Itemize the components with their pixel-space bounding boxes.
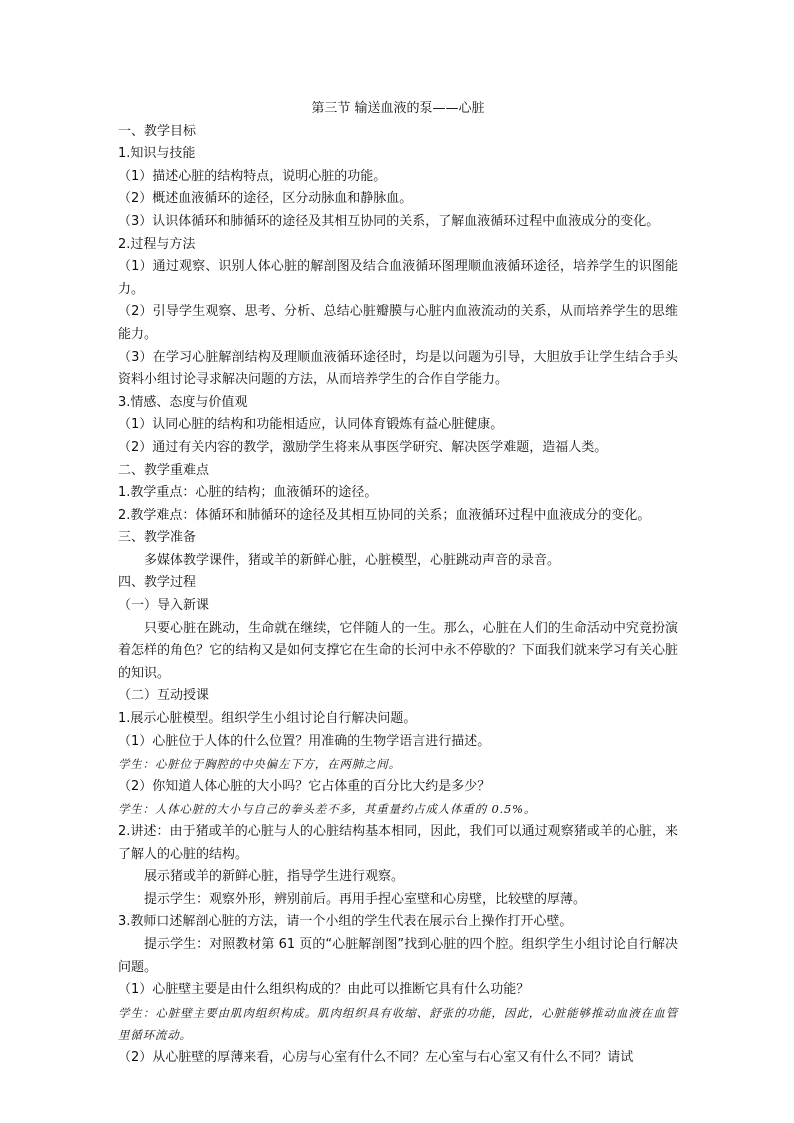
text-line: （1）描述心脏的结构特点，说明心脏的功能。 (118, 168, 387, 184)
text-line: 只要心脏在跳动，生命就在继续，它伴随人的一生。那么，心脏在人们的生命活动中究竟扮演着怎样的角色？它的结构又是如何支撑它在生命的长河中永不停歇的？下面我们就来学习有关心脏的知识。 (118, 620, 678, 681)
text-line: （二）互动授课 (118, 688, 210, 704)
text-line: 2.讲述：由于猪或羊的心脏与人的心脏结构基本相同，因此，我们可以通过观察猪或羊的心脏，来了解人的心脏的结构。 (118, 824, 678, 862)
student-answer-line: 学生：人体心脏的大小与自己的拳头差不多，其重量约占成人体重的 0.5%。 (118, 802, 537, 817)
text-line: 多媒体教学课件，猪或羊的新鲜心脏，心脏模型，心脏跳动声音的录音。 (144, 552, 561, 568)
text-line: （1）心脏壁主要是由什么组织构成的？由此可以推断它具有什么功能？ (118, 982, 530, 998)
text-line: （2）概述血液循环的途径，区分动脉血和静脉血。 (118, 191, 413, 207)
student-answer-line: 学生：心脏位于胸腔的中央偏左下方，在两肺之间。 (118, 757, 401, 772)
text-line: （2）引导学生观察、思考、分析、总结心脏瓣膜与心脏内血液流动的关系，从而培养学生的思维能力。 (118, 304, 678, 342)
document-page (118, 98, 678, 1070)
text-line: （3）认识体循环和肺循环的途径及其相互协同的关系，了解血液循环过程中血液成分的变化。 (118, 213, 660, 229)
text-line: （1）心脏位于人体的什么位置？用准确的生物学语言进行描述。 (118, 733, 491, 749)
document-title: 第三节 输送血液的泵——心脏 (311, 101, 485, 116)
text-line: 提示学生：对照教材第 61 页的“心脏解剖图”找到心脏的四个腔。组织学生小组讨论自行解决问题。 (118, 936, 678, 975)
text-line: 二、教学重难点 (118, 462, 210, 478)
text-line: 四、教学过程 (118, 575, 197, 591)
text-line: 一、教学目标 (118, 123, 197, 139)
text-line: 2.教学难点：体循环和肺循环的途径及其相互协同的关系；血液循环过程中血液成分的变化。 (118, 507, 651, 523)
text-line: 3.情感、态度与价值观 (118, 394, 248, 410)
text-line: （2）通过有关内容的教学，激励学生将来从事医学研究、解决医学难题，造福人类。 (118, 439, 608, 455)
text-line: （一）导入新课 (118, 598, 210, 614)
text-line: 1.教学重点：心脏的结构；血液循环的途径。 (118, 485, 378, 501)
text-line: （1）认同心脏的结构和功能相适应，认同体育锻炼有益心脏健康。 (118, 417, 504, 433)
student-answer-line: 学生：心脏壁主要由肌肉组织构成。肌肉组织具有收缩、舒张的功能，因此，心脏能够推动血液在血管里循环流动。 (118, 1005, 678, 1043)
text-line: 3.教师口述解剖心脏的方法，请一个小组的学生代表在展示台上操作打开心壁。 (118, 914, 573, 930)
text-line: （2）从心脏壁的厚薄来看，心房与心室有什么不同？左心室与右心室又有什么不同？请试 (118, 1049, 634, 1065)
text-line: 提示学生：观察外形，辨别前后。再用手捏心室壁和心房壁，比较壁的厚薄。 (144, 891, 587, 907)
text-line: 三、教学准备 (118, 530, 197, 546)
text-line: 1.展示心脏模型。组织学生小组讨论自行解决问题。 (118, 711, 417, 727)
text-line: 1.知识与技能 (118, 146, 196, 162)
text-line: 展示猪或羊的新鲜心脏，指导学生进行观察。 (144, 869, 405, 885)
text-line: （2）你知道人体心脏的大小吗？它占体重的百分比大约是多少？ (118, 778, 491, 794)
text-line: （1）通过观察、识别人体心脏的解剖图及结合血液循环图理顺血液循环途径，培养学生的识图能力。 (118, 259, 678, 297)
text-line: （3）在学习心脏解剖结构及理顺血液循环途径时，均是以问题为引导，大胆放手让学生结合手头资料小组讨论寻求解决问题的方法，从而培养学生的合作自学能力。 (118, 349, 678, 388)
text-line: 2.过程与方法 (118, 236, 196, 252)
document-body (118, 121, 678, 1070)
